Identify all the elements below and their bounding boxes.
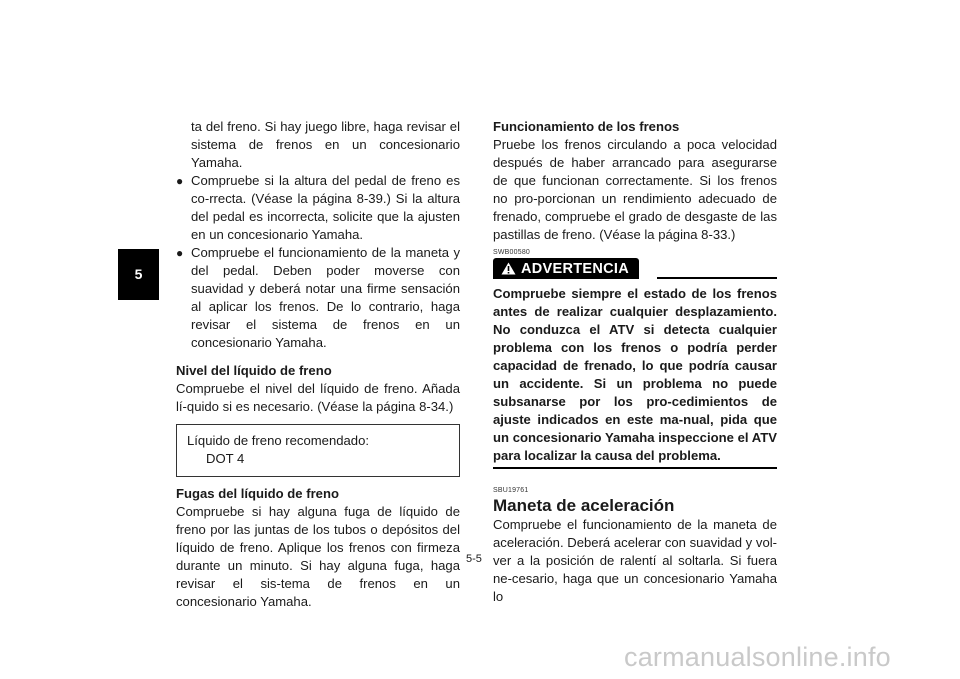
spec-label: Líquido de freno recomendado: xyxy=(187,433,369,448)
leak-heading: Fugas del líquido de freno xyxy=(176,486,339,501)
section-text: Compruebe el funcionamiento de la maneta de aceleración. Deberá acelerar con suavidad y vol-ver a la posición de ralentí al soltarla. Si fuera ne-cesario, haga que un concesionario Yamaha lo xyxy=(493,517,777,604)
left-column xyxy=(176,118,460,611)
warning-label: ADVERTENCIA xyxy=(521,260,630,277)
func-heading: Funcionamiento de los frenos xyxy=(493,119,680,134)
chapter-tab-number: 5 xyxy=(134,266,143,282)
bullet-text: Compruebe si la altura del pedal de freno es co-rrecta. (Véase la página 8-39.) Si la altura del pedal es incorrecta, solicite que la ajusten en un concesionario Yamaha. xyxy=(191,173,460,242)
warning-badge xyxy=(493,258,639,279)
continuation-text: ta del freno. Si hay juego libre, haga revisar el sistema de frenos en un concesionario Yamaha. xyxy=(191,119,460,170)
func-text: Pruebe los frenos circulando a poca velocidad después de haber arrancado para asegurarse de que funcionan correctamente. Si los frenos no pro-porcionan un rendimiento adecuado de frenado, compruebe el grado de desgaste de las pastillas de freno. (Véase la página 8-33.) xyxy=(493,137,777,242)
fluid-text: Compruebe el nivel del líquido de freno. Añada lí-quido si es necesario. (Véase la página 8-34.) xyxy=(176,381,460,414)
section-code: SBU19761 xyxy=(493,487,529,494)
warning-triangle-icon xyxy=(501,262,516,275)
spec-box xyxy=(176,424,460,477)
leak-text: Compruebe si hay alguna fuga de líquido de freno por las juntas de los tubos o depósitos del líquido de freno. Aplique los frenos con firmeza durante un minuto. Si hay alguna fuga, haga revisar el sis-tema de frenos en un concesionario Yamaha. xyxy=(176,504,460,609)
warning-rule xyxy=(657,277,777,279)
bullet-text: Compruebe el funcionamiento de la maneta y del pedal. Deben poder moverse con suavidad y deberá notar una firme sensación al aplicar los frenos. De lo contrario, haga revisar el sistema de frenos en un concesionario Yamaha. xyxy=(191,245,460,350)
spec-value: DOT 4 xyxy=(206,451,245,466)
warning-text: Compruebe siempre el estado de los frenos antes de realizar cualquier desplazamiento. No conduzca el ATV si detecta cualquier problema con los frenos o podría perder capacidad de frenado, lo que podría causar un accidente. Si un problema no puede subsanarse por los pro-cedimientos de ajuste indicados en este ma-nual, pida que un concesionario Yamaha inspeccione el ATV para localizar la causa del problema. xyxy=(493,279,777,469)
warning-header xyxy=(493,258,777,279)
fluid-heading: Nivel del líquido de freno xyxy=(176,363,332,378)
chapter-tab xyxy=(118,249,159,300)
bullet-icon: ● xyxy=(176,174,184,188)
section-title: Maneta de aceleración xyxy=(493,496,675,515)
bullet-item xyxy=(176,244,460,352)
watermark: carmanualsonline.info xyxy=(624,642,891,672)
page-number: 5-5 xyxy=(466,553,482,565)
bullet-icon: ● xyxy=(176,246,184,260)
warning-code: SWB00580 xyxy=(493,249,531,256)
bullet-item xyxy=(176,172,460,244)
right-column xyxy=(493,118,777,606)
